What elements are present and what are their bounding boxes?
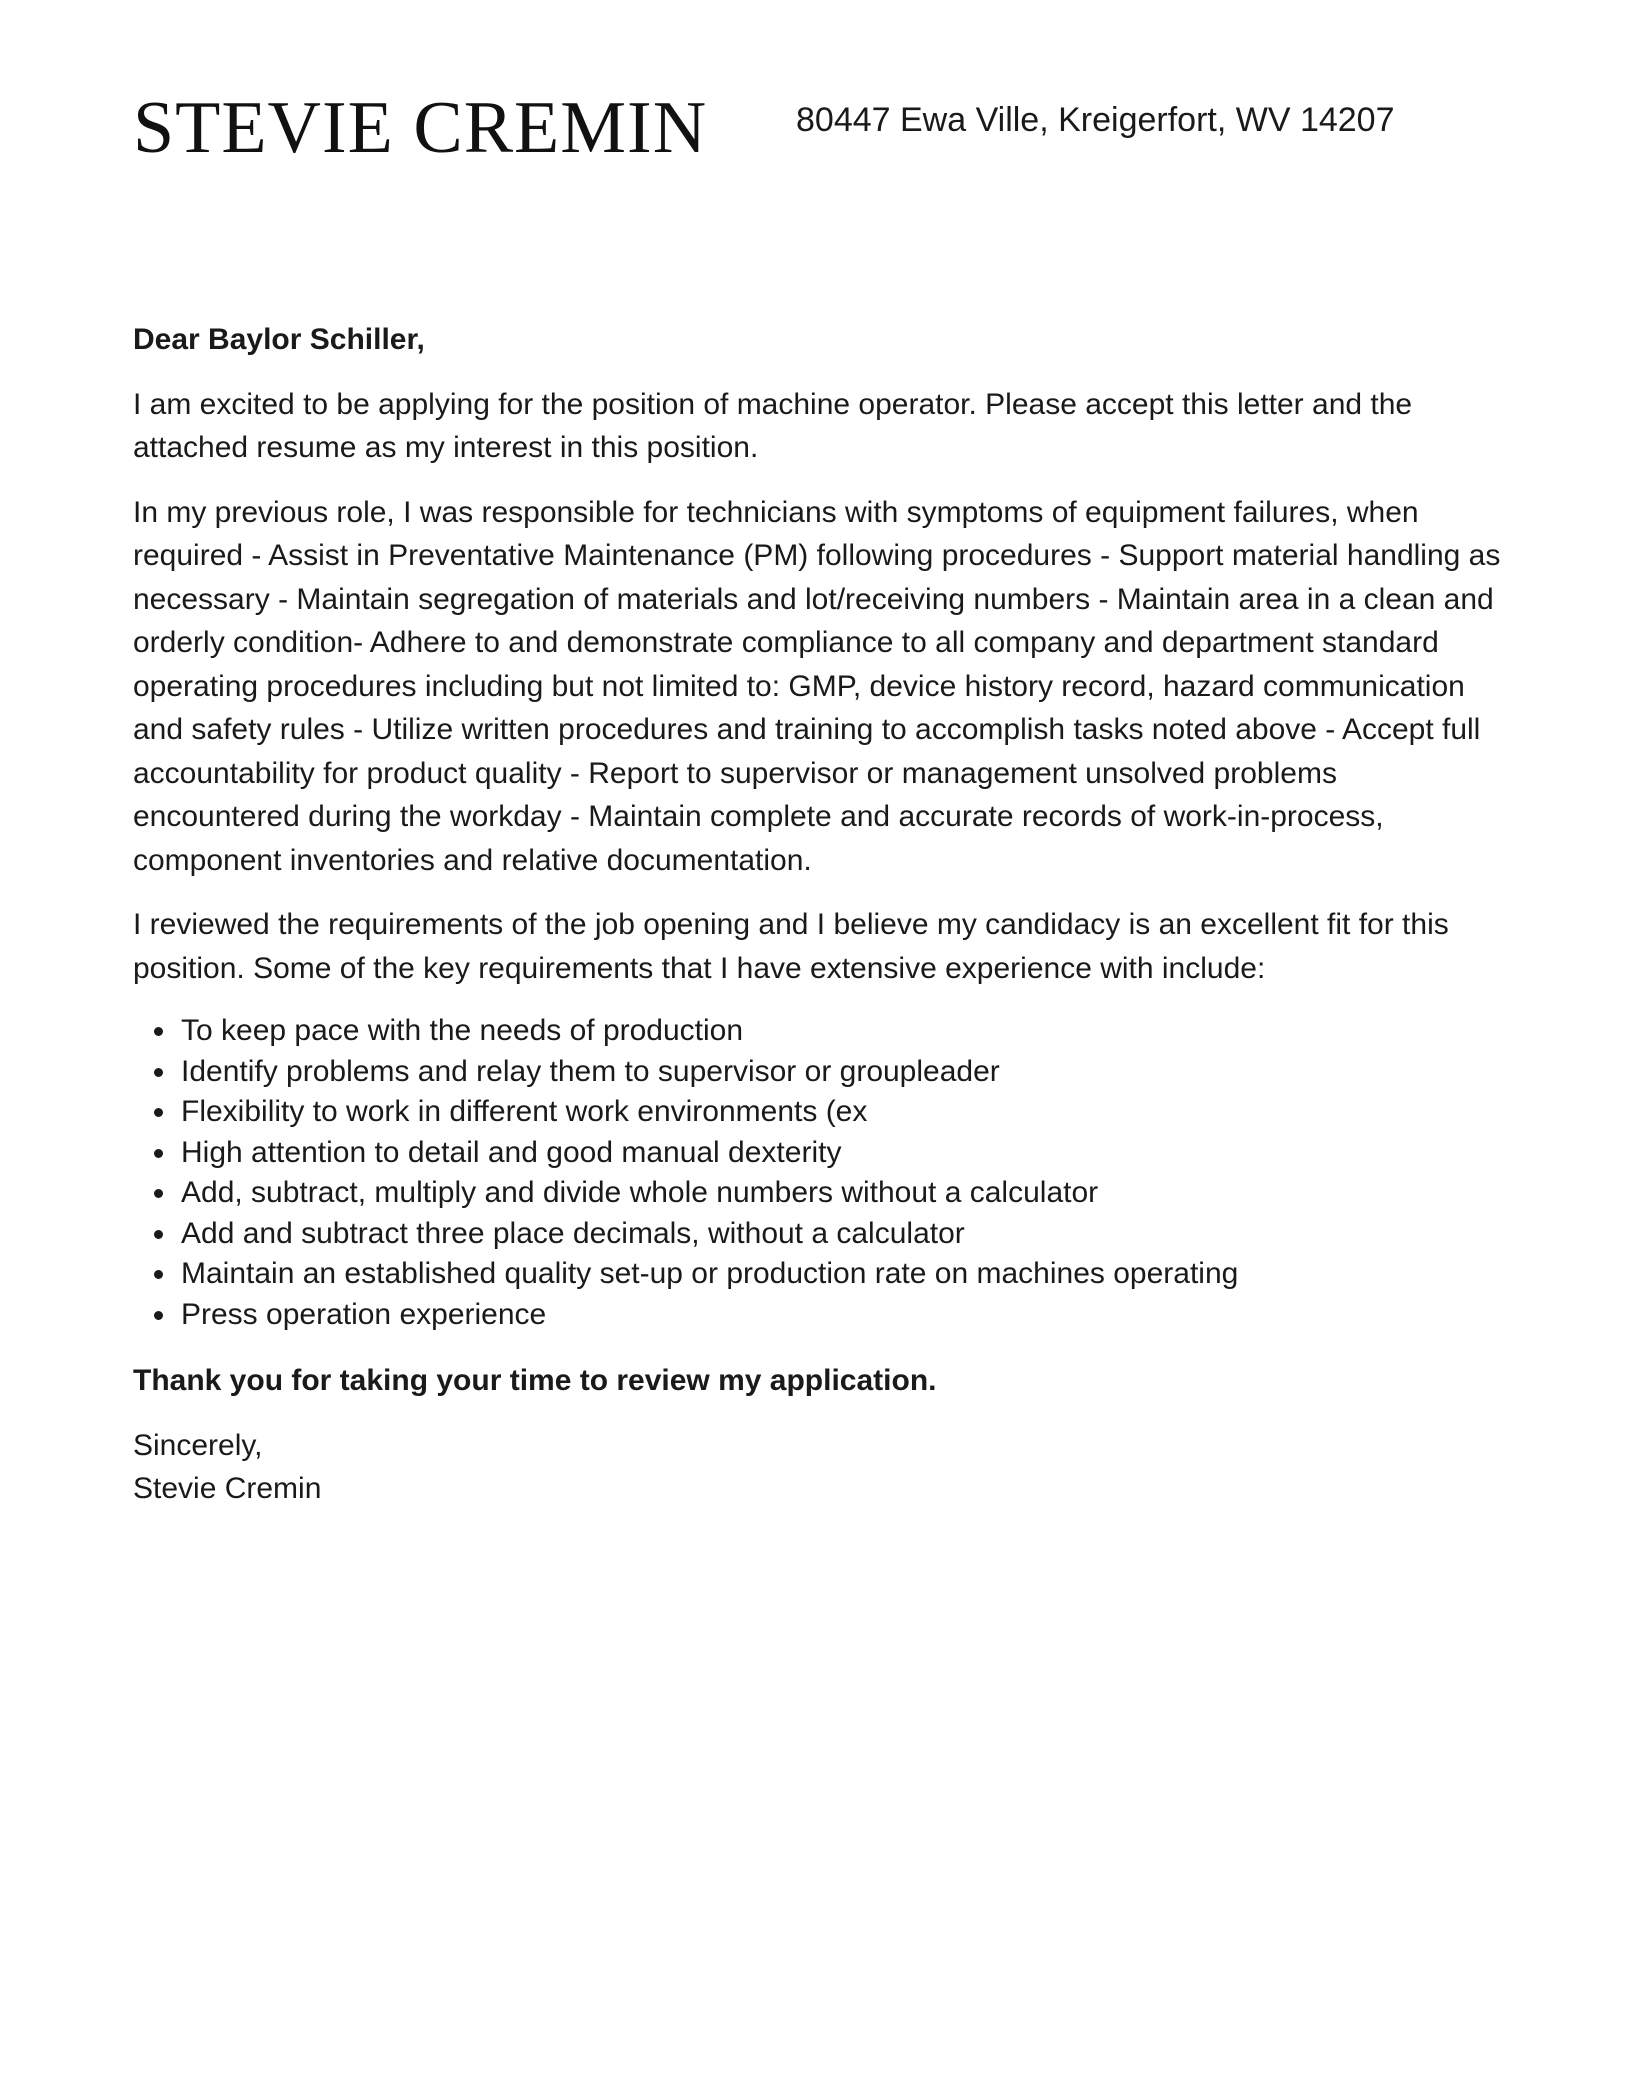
signoff-block	[133, 1424, 1503, 1511]
list-item-text: To keep pace with the needs of production	[181, 1014, 744, 1047]
requirements-list	[133, 1011, 1503, 1335]
experience-paragraph: In my previous role, I was responsible for technicians with symptoms of equipment failures, when required - Assist in Preventative Maintenance (PM) following procedures - Support material handling as necessary - Maintain segregation of materials and lot/receiving numbers - Maintain area in a clean and orderly condition- Adhere to and demonstrate compliance to all company and department standard operating procedures including but not limited to: GMP, device history record, hazard communication and safety rules - Utilize written procedures and training to accomplish tasks noted above - Accept full accountability for product quality - Report to supervisor or management unsolved problems encountered during the workday - Maintain complete and accurate records of work-in-process, component inventories and relative documentation.	[133, 495, 1501, 877]
list-item	[133, 1295, 1503, 1336]
list-item	[133, 1254, 1503, 1295]
requirements-intro-paragraph: I reviewed the requirements of the job opening and I believe my candidacy is an excellent fit for this position. Some of the key requirements that I have extensive experience with include:	[133, 908, 1449, 985]
list-item-text: Maintain an established quality set-up or production rate on machines operating	[181, 1257, 1239, 1290]
letter-body	[133, 318, 1503, 1511]
list-item	[133, 1011, 1503, 1052]
signature-name: Stevie Cremin	[133, 1472, 322, 1505]
bullet-icon	[154, 1189, 163, 1198]
list-item-text: Add, subtract, multiply and divide whole numbers without a calculator	[181, 1176, 1099, 1209]
applicant-name: STEVIE CREMIN	[133, 87, 708, 169]
salutation: Dear Baylor Schiller,	[133, 323, 425, 356]
list-item	[133, 1173, 1503, 1214]
list-item	[133, 1092, 1503, 1133]
list-item-text: Identify problems and relay them to supervisor or groupleader	[181, 1054, 1000, 1088]
list-item-text: Press operation experience	[181, 1297, 547, 1331]
list-item	[133, 1214, 1503, 1255]
list-item-text: Add and subtract three place decimals, without a calculator	[181, 1216, 965, 1250]
bullet-icon	[154, 1108, 163, 1117]
bullet-icon	[154, 1027, 163, 1036]
applicant-address: 80447 Ewa Ville, Kreigerfort, WV 14207	[796, 101, 1395, 139]
bullet-icon	[154, 1311, 163, 1320]
bullet-icon	[154, 1149, 163, 1158]
letter-header	[133, 86, 1533, 176]
list-item	[133, 1133, 1503, 1174]
bullet-icon	[154, 1230, 163, 1239]
intro-paragraph: I am excited to be applying for the position of machine operator. Please accept this letter and the attached resume as my interest in this position.	[133, 387, 1413, 464]
bullet-icon	[154, 1270, 163, 1279]
list-item-text: Flexibility to work in different work environments (ex	[181, 1095, 868, 1128]
closing-line: Thank you for taking your time to review my application.	[133, 1364, 937, 1397]
bullet-icon	[154, 1068, 163, 1077]
list-item-text: High attention to detail and good manual dexterity	[181, 1135, 842, 1169]
signoff: Sincerely,	[133, 1428, 263, 1462]
list-item	[133, 1052, 1503, 1093]
